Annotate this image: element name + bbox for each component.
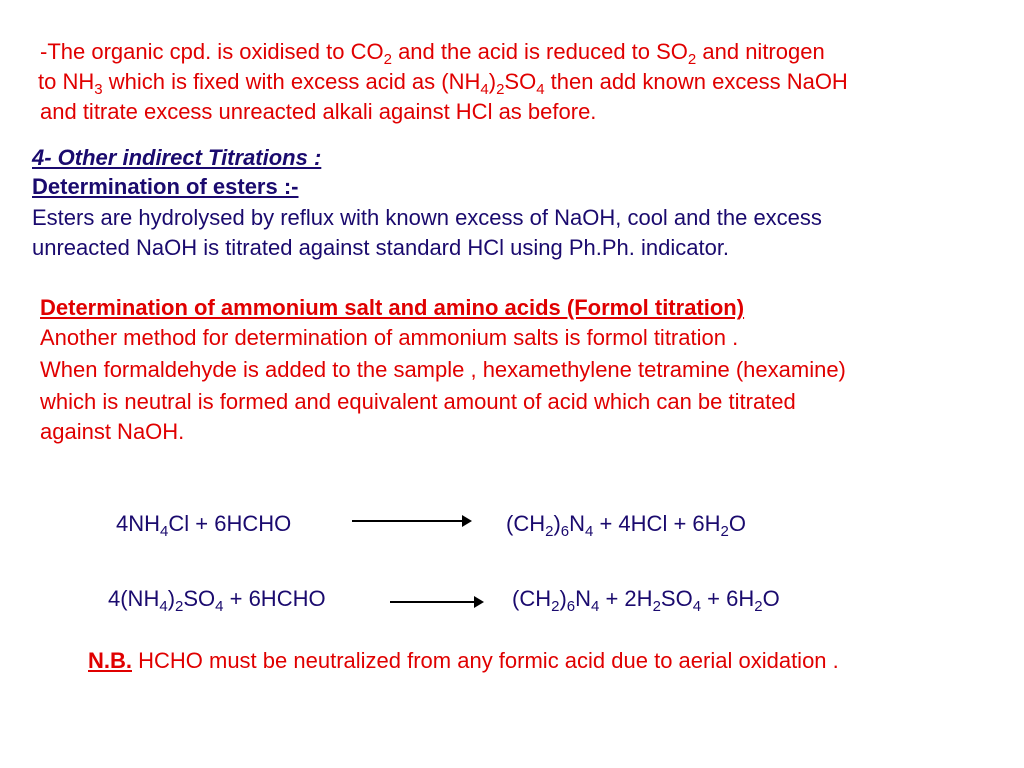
intro-line-2: to $NH_3$ which is fixed with excess acid as $(NH_4)_2SO_4$ then add known excess NaOH: [38, 69, 848, 98]
equation-2-reactants: $4(NH_4)_2SO_4$ + 6HCHO: [108, 586, 326, 615]
section-heading: 4- Other indirect Titrations :: [32, 145, 322, 170]
esters-heading: Determination of esters :-: [32, 174, 299, 199]
formol-line-4: against NaOH.: [40, 419, 185, 444]
reaction-arrow-1: [352, 520, 470, 522]
equation-2-products: $(CH_2)_6N_4 + 2H_2SO_4 + 6H_2O$: [512, 586, 780, 615]
esters-line-1: Esters are hydrolysed by reflux with known excess of NaOH, cool and the excess: [32, 205, 822, 230]
equation-1-products: $(CH_2)_6N_4 + 4HCl + 6H_2O$: [506, 511, 746, 540]
note-text: HCHO must be neutralized from any formic acid due to aerial oxidation .: [132, 648, 839, 673]
intro-line-3: and titrate excess unreacted alkali against HCl as before.: [40, 99, 597, 124]
reaction-arrow-2: [390, 601, 482, 603]
formol-line-3: which is neutral is formed and equivalent amount of acid which can be titrated: [40, 389, 796, 414]
note-label: N.B.: [88, 648, 132, 673]
intro-line-1: -The organic cpd. is oxidised to $CO_2$ and the acid is reduced to $SO_2$ and nitrogen: [40, 39, 825, 68]
esters-line-2: unreacted NaOH is titrated against standard HCl using Ph.Ph. indicator.: [32, 235, 730, 260]
note-line: [88, 647, 839, 675]
formol-line-1: Another method for determination of ammonium salts is formol titration .: [40, 325, 739, 350]
formol-heading: Determination of ammonium salt and amino acids (Formol titration): [40, 295, 745, 320]
formol-line-2: When formaldehyde is added to the sample , hexamethylene tetramine (hexamine): [40, 357, 846, 382]
equation-1-reactants: $4NH_4Cl$ + 6HCHO: [116, 511, 292, 540]
